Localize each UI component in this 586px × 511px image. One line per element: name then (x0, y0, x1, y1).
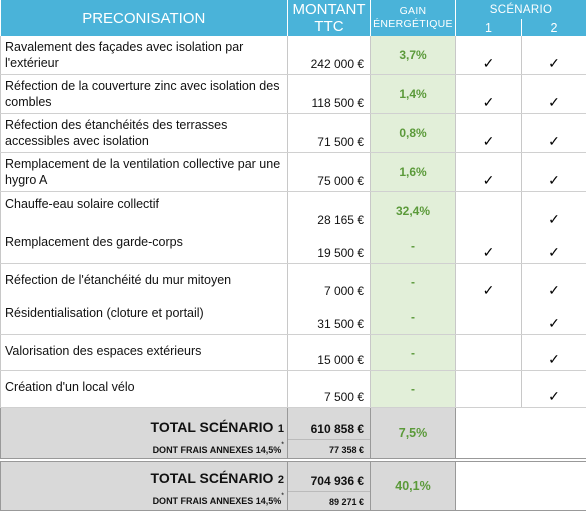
table-row (1, 371, 586, 408)
header-gain-line2: ÉNERGÉTIQUE (373, 18, 453, 30)
total-2-gain: 40,1% (371, 461, 456, 510)
scenario-1-check-icon: ✓ (456, 264, 522, 301)
row-gain: - (371, 335, 456, 371)
table-row (1, 335, 586, 371)
row-label: Remplacement des garde-corps (1, 230, 288, 264)
row-amount: 118 500 € (288, 75, 371, 114)
row-amount: 7 000 € (288, 264, 371, 301)
header-scenario-2: 2 (522, 19, 586, 36)
scenario-2-check-icon: ✓ (522, 114, 586, 153)
table-row (1, 301, 586, 335)
scenario-2-check-icon: ✓ (522, 371, 586, 408)
row-label: Réfection de l'étanchéité du mur mitoyen (1, 264, 288, 301)
row-amount: 71 500 € (288, 114, 371, 153)
row-gain: - (371, 230, 456, 264)
row-amount: 242 000 € (288, 36, 371, 75)
header-gain (371, 0, 456, 36)
row-amount: 15 000 € (288, 335, 371, 371)
table-row (1, 230, 586, 264)
row-label: Valorisation des espaces extérieurs (1, 335, 288, 371)
total-1-label: TOTAL SCÉNARIO 1 (1, 408, 288, 440)
row-gain: - (371, 301, 456, 335)
scenario-2-check-icon: ✓ (522, 75, 586, 114)
scenario-1-check-icon: ✓ (456, 75, 522, 114)
header-gain-line1: GAIN (400, 5, 427, 17)
scenario-1-check-icon (456, 371, 522, 408)
header-montant-line1: MONTANT (292, 1, 365, 18)
scenario-1-check-icon (456, 301, 522, 335)
total-scenario-2-row (1, 461, 586, 491)
row-amount: 7 500 € (288, 371, 371, 408)
header-montant (288, 0, 371, 36)
row-gain: 1,4% (371, 75, 456, 114)
row-amount: 19 500 € (288, 230, 371, 264)
scenario-1-check-icon: ✓ (456, 36, 522, 75)
row-gain: 32,4% (371, 192, 456, 230)
scenario-2-check-icon: ✓ (522, 36, 586, 75)
table-row (1, 75, 586, 114)
total-1-sub-label: DONT FRAIS ANNEXES 14,5%* (1, 440, 288, 459)
row-label: Ravalement des façades avec isolation par l'extérieur (1, 36, 288, 75)
row-label: Réfection des étanchéités des terrasses accessibles avec isolation (1, 114, 288, 153)
scenario-1-check-icon: ✓ (456, 230, 522, 264)
table-row (1, 114, 586, 153)
scenario-2-check-icon: ✓ (522, 301, 586, 335)
row-amount: 28 165 € (288, 192, 371, 230)
scenario-1-check-icon (456, 335, 522, 371)
row-gain: - (371, 371, 456, 408)
table-row (1, 153, 586, 192)
row-gain: 1,6% (371, 153, 456, 192)
scenario-2-check-icon: ✓ (522, 192, 586, 230)
table-row (1, 36, 586, 75)
scenario-2-check-icon: ✓ (522, 264, 586, 301)
total-2-amount: 704 936 € (288, 461, 371, 491)
header-scenario: SCÉNARIO (456, 0, 586, 19)
row-amount: 75 000 € (288, 153, 371, 192)
total-1-gain: 7,5% (371, 408, 456, 459)
row-label: Résidentialisation (cloture et portail) (1, 301, 288, 335)
row-gain: 3,7% (371, 36, 456, 75)
row-label: Réfection de la couverture zinc avec isolation des combles (1, 75, 288, 114)
row-amount: 31 500 € (288, 301, 371, 335)
scenario-2-check-icon: ✓ (522, 230, 586, 264)
total-2-label: TOTAL SCÉNARIO 2 (1, 461, 288, 491)
scenario-1-check-icon: ✓ (456, 153, 522, 192)
header-preconisation: PRECONISATION (1, 0, 288, 36)
row-gain: - (371, 264, 456, 301)
total-scenario-1-row (1, 408, 586, 440)
row-label: Remplacement de la ventilation collective par une hygro A (1, 153, 288, 192)
header-montant-line2: TTC (314, 18, 343, 35)
row-label: Chauffe-eau solaire collectif (1, 192, 288, 230)
scenario-2-check-icon: ✓ (522, 153, 586, 192)
scenario-1-check-icon: ✓ (456, 114, 522, 153)
total-2-sub-amount: 89 271 € (288, 491, 371, 510)
row-gain: 0,8% (371, 114, 456, 153)
row-label: Création d'un local vélo (1, 371, 288, 408)
table-row (1, 192, 586, 230)
total-2-sub-label: DONT FRAIS ANNEXES 14,5%* (1, 491, 288, 510)
header-scenario-1: 1 (456, 19, 522, 36)
total-1-sub-amount: 77 358 € (288, 440, 371, 459)
scenario-1-check-icon (456, 192, 522, 230)
total-1-amount: 610 858 € (288, 408, 371, 440)
scenario-2-check-icon: ✓ (522, 335, 586, 371)
table-row (1, 264, 586, 301)
